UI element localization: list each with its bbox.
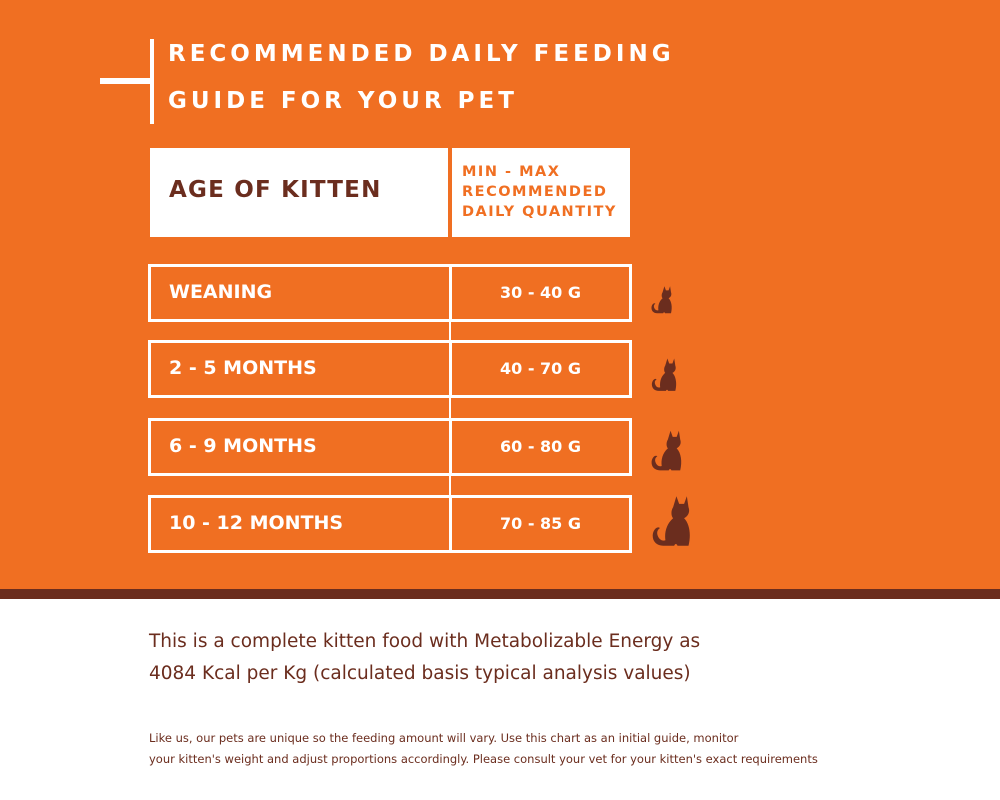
footnote-line-2: your kitten's weight and adjust proportions accordingly. Please consult your vet for your kitten's exact requirements [149,752,818,766]
row-quantity-value: 30 - 40 G [499,283,581,302]
cat-icon [648,357,681,393]
table-row [148,418,632,476]
cat-icon [648,285,676,315]
header-quantity-label: MIN - MAX RECOMMENDED DAILY QUANTITY [462,164,617,220]
energy-info-line-1: This is a complete kitten food with Metabolizable Energy as [149,631,701,652]
header-age-of-kitten [150,148,448,237]
table-row [148,264,632,322]
row-quantity-value: 60 - 80 G [499,437,581,456]
row-quantity-value: 40 - 70 G [499,359,581,378]
divider-band [0,589,1000,599]
row-age-label: 6 - 9 MONTHS [169,435,317,457]
energy-info-text [149,626,869,690]
row-quantity-value: 70 - 85 G [499,514,581,533]
row-age-label: 2 - 5 MONTHS [169,357,317,379]
energy-info-line-2: 4084 Kcal per Kg (calculated basis typical analysis values) [149,663,691,684]
feeding-footnote [149,728,909,770]
table-row [148,495,632,553]
table-row [148,340,632,398]
header-daily-quantity [452,148,630,237]
footnote-line-1: Like us, our pets are unique so the feeding amount will vary. Use this chart as an initial guide, monitor [149,731,739,745]
cat-icon [647,429,687,473]
page-title-line-1: RECOMMENDED DAILY FEEDING [168,41,675,67]
row-age-label: 10 - 12 MONTHS [169,512,344,534]
header-age-label: AGE OF KITTEN [169,177,382,203]
page-title-line-2: GUIDE FOR YOUR PET [168,88,518,114]
row-age-label: WEANING [169,281,273,303]
cat-icon [646,494,698,549]
title-bracket-horizontal [100,78,152,84]
